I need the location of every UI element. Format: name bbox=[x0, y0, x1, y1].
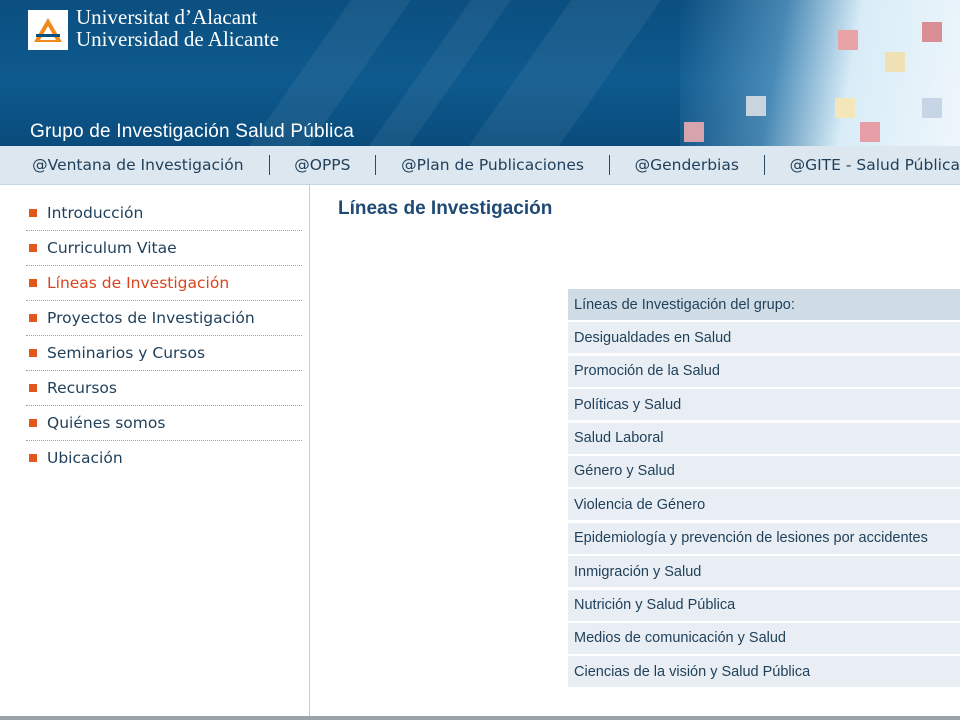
sidebar-item-ubicacion[interactable] bbox=[26, 441, 302, 475]
bullet-icon bbox=[29, 209, 37, 217]
decor-square bbox=[885, 52, 905, 72]
sidebar-menu bbox=[26, 196, 302, 475]
nav-separator bbox=[269, 155, 270, 175]
nav-separator bbox=[764, 155, 765, 175]
site-header bbox=[0, 0, 960, 146]
sidebar-item-label: Ubicación bbox=[47, 449, 123, 467]
group-title: Grupo de Investigación Salud Pública bbox=[30, 121, 355, 142]
table-row: Violencia de Género bbox=[568, 489, 960, 520]
table-row: Salud Laboral bbox=[568, 423, 960, 454]
sidebar-item-curriculum-vitae[interactable] bbox=[26, 231, 302, 266]
nav-link-genderbias[interactable]: @Genderbias bbox=[634, 156, 739, 174]
university-name[interactable] bbox=[76, 6, 279, 50]
page-title: Líneas de Investigación bbox=[338, 198, 553, 219]
bullet-icon bbox=[29, 314, 37, 322]
sidebar-item-lineas-de-investigacion[interactable] bbox=[26, 266, 302, 301]
decor-square bbox=[922, 98, 942, 118]
bullet-icon bbox=[29, 419, 37, 427]
bullet-icon bbox=[29, 279, 37, 287]
sidebar-item-label: Recursos bbox=[47, 379, 117, 397]
research-lines-table bbox=[568, 289, 960, 690]
sidebar-item-label: Líneas de Investigación bbox=[47, 274, 230, 292]
sidebar-item-recursos[interactable] bbox=[26, 371, 302, 406]
nav-separator bbox=[375, 155, 376, 175]
table-row: Ciencias de la visión y Salud Pública bbox=[568, 656, 960, 687]
table-row: Medios de comunicación y Salud bbox=[568, 623, 960, 654]
bottom-border bbox=[0, 716, 960, 720]
table-row: Desigualdades en Salud bbox=[568, 322, 960, 353]
nav-link-opps[interactable]: @OPPS bbox=[294, 156, 351, 174]
decor-square bbox=[922, 22, 942, 42]
header-decoration bbox=[469, 0, 661, 146]
university-name-line1: Universitat d’Alacant bbox=[76, 5, 258, 29]
decor-square bbox=[838, 30, 858, 50]
sidebar-item-label: Introducción bbox=[47, 204, 144, 222]
nav-link-plan-de-publicaciones[interactable]: @Plan de Publicaciones bbox=[401, 156, 584, 174]
table-row: Promoción de la Salud bbox=[568, 356, 960, 387]
table-row: Género y Salud bbox=[568, 456, 960, 487]
sidebar-item-label: Curriculum Vitae bbox=[47, 239, 177, 257]
sidebar-item-quienes-somos[interactable] bbox=[26, 406, 302, 441]
sidebar-item-introduccion[interactable] bbox=[26, 196, 302, 231]
nav-link-ventana-de-investigacion[interactable]: @Ventana de Investigación bbox=[32, 156, 244, 174]
decor-square bbox=[746, 96, 766, 116]
table-row: Políticas y Salud bbox=[568, 389, 960, 420]
sidebar-item-label: Seminarios y Cursos bbox=[47, 344, 206, 362]
bullet-icon bbox=[29, 244, 37, 252]
decor-square bbox=[860, 122, 880, 142]
header-water-graphic bbox=[680, 0, 960, 146]
bullet-icon bbox=[29, 349, 37, 357]
bullet-icon bbox=[29, 454, 37, 462]
nav-link-gite-salud-publica[interactable]: @GITE - Salud Pública bbox=[789, 156, 960, 174]
table-row: Nutrición y Salud Pública bbox=[568, 590, 960, 621]
decor-square bbox=[835, 98, 855, 118]
table-row: Inmigración y Salud bbox=[568, 556, 960, 587]
sidebar-item-label: Quiénes somos bbox=[47, 414, 166, 432]
sidebar-item-label: Proyectos de Investigación bbox=[47, 309, 255, 327]
table-header: Líneas de Investigación del grupo: bbox=[568, 289, 960, 320]
nav-separator bbox=[609, 155, 610, 175]
table-row: Epidemiología y prevención de lesiones por accidentes bbox=[568, 523, 960, 554]
decor-square bbox=[684, 122, 704, 142]
university-logo-icon[interactable] bbox=[28, 10, 68, 50]
university-name-line2: Universidad de Alicante bbox=[76, 27, 279, 51]
bullet-icon bbox=[29, 384, 37, 392]
sidebar-item-proyectos-de-investigacion[interactable] bbox=[26, 301, 302, 336]
sidebar-item-seminarios-y-cursos[interactable] bbox=[26, 336, 302, 371]
top-navigation bbox=[0, 146, 960, 185]
content-divider bbox=[309, 184, 310, 720]
